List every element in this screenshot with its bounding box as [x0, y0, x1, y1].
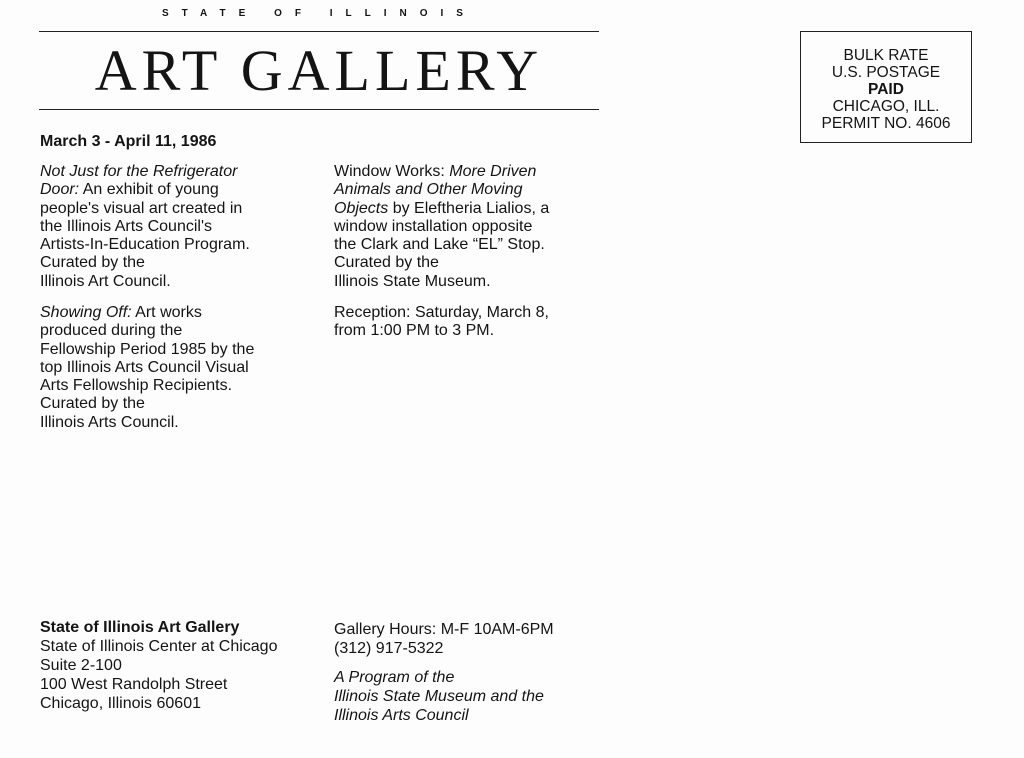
- exhibit-window-works-title-line1: More Driven: [449, 163, 537, 180]
- exhibit-window-works: [334, 163, 624, 291]
- program-line: Illinois Arts Council: [334, 707, 469, 724]
- address-line: 100 West Randolph Street: [40, 676, 228, 693]
- program-line: Illinois State Museum and the: [334, 688, 544, 705]
- top-rule: [39, 31, 599, 32]
- exhibit-refrigerator-title-line2: Door:: [40, 181, 80, 199]
- page-title: ART GALLERY: [94, 38, 544, 103]
- exhibit-window-works-line: Curated by the: [334, 254, 439, 272]
- address-line: Suite 2-100: [40, 657, 122, 674]
- exhibit-showing-off-line: Fellowship Period 1985 by the: [40, 340, 255, 358]
- exhibit-refrigerator-line: people's visual art created in: [40, 199, 243, 217]
- program-line: A Program of the: [334, 669, 455, 686]
- reception-line: Reception: Saturday, March 8,: [334, 304, 549, 321]
- exhibit-refrigerator-line: Illinois Art Council.: [40, 272, 171, 290]
- exhibit-refrigerator-text: An exhibit of young: [79, 181, 219, 199]
- exhibit-refrigerator-title-line1: Not Just for the Refrigerator: [40, 163, 238, 180]
- gallery-phone: (312) 917-5322: [334, 640, 444, 657]
- exhibit-showing-off-line: Arts Fellowship Recipients.: [40, 377, 233, 395]
- bottom-rule: [39, 109, 599, 110]
- gallery-hours: Gallery Hours: M-F 10AM-6PM: [334, 621, 554, 638]
- exhibit-refrigerator: [40, 163, 330, 291]
- exhibit-showing-off: [40, 304, 330, 432]
- supertitle: STATE OF ILLINOIS: [162, 8, 476, 19]
- indicia-line-bulk-rate: BULK RATE: [843, 47, 929, 64]
- exhibit-window-works-title-line3: Objects: [334, 199, 389, 217]
- gallery-address: [40, 618, 330, 713]
- address-line: Chicago, Illinois 60601: [40, 695, 201, 712]
- indicia-line-city: CHICAGO, ILL.: [832, 98, 940, 115]
- exhibit-window-works-line: window installation opposite: [334, 217, 533, 235]
- exhibit-showing-off-line: top Illinois Arts Council Visual: [40, 358, 249, 376]
- indicia-line-permit: PERMIT NO. 4606: [821, 115, 951, 132]
- indicia-line-paid: PAID: [868, 81, 904, 98]
- gallery-hours-block: [334, 620, 624, 725]
- exhibit-window-works-line: Illinois State Museum.: [334, 272, 491, 290]
- exhibit-window-works-line: the Clark and Lake “EL” Stop.: [334, 236, 545, 254]
- postage-indicia: [800, 31, 972, 143]
- exhibit-refrigerator-line: Artists-In-Education Program.: [40, 236, 250, 254]
- gallery-name: State of Illinois Art Gallery: [40, 619, 240, 636]
- exhibit-refrigerator-line: Curated by the: [40, 254, 145, 272]
- exhibit-showing-off-text: Art works: [131, 304, 202, 321]
- exhibit-window-works-prefix: Window Works:: [334, 163, 450, 180]
- exhibit-showing-off-title: Showing Off:: [40, 304, 132, 321]
- exhibit-showing-off-line: Curated by the: [40, 395, 145, 413]
- address-line: State of Illinois Center at Chicago: [40, 638, 278, 655]
- exhibit-dates: March 3 - April 11, 1986: [40, 133, 217, 150]
- indicia-line-postage: U.S. POSTAGE: [831, 64, 941, 81]
- exhibit-window-works-title-line2: Animals and Other Moving: [334, 181, 523, 199]
- reception-line: from 1:00 PM to 3 PM.: [334, 322, 495, 340]
- exhibit-refrigerator-line: the Illinois Arts Council's: [40, 217, 213, 235]
- reception-info: [334, 304, 624, 341]
- exhibit-showing-off-line: produced during the: [40, 322, 183, 340]
- exhibit-window-works-text: by Eleftheria Lialios, a: [388, 199, 550, 217]
- exhibit-showing-off-line: Illinois Arts Council.: [40, 413, 179, 431]
